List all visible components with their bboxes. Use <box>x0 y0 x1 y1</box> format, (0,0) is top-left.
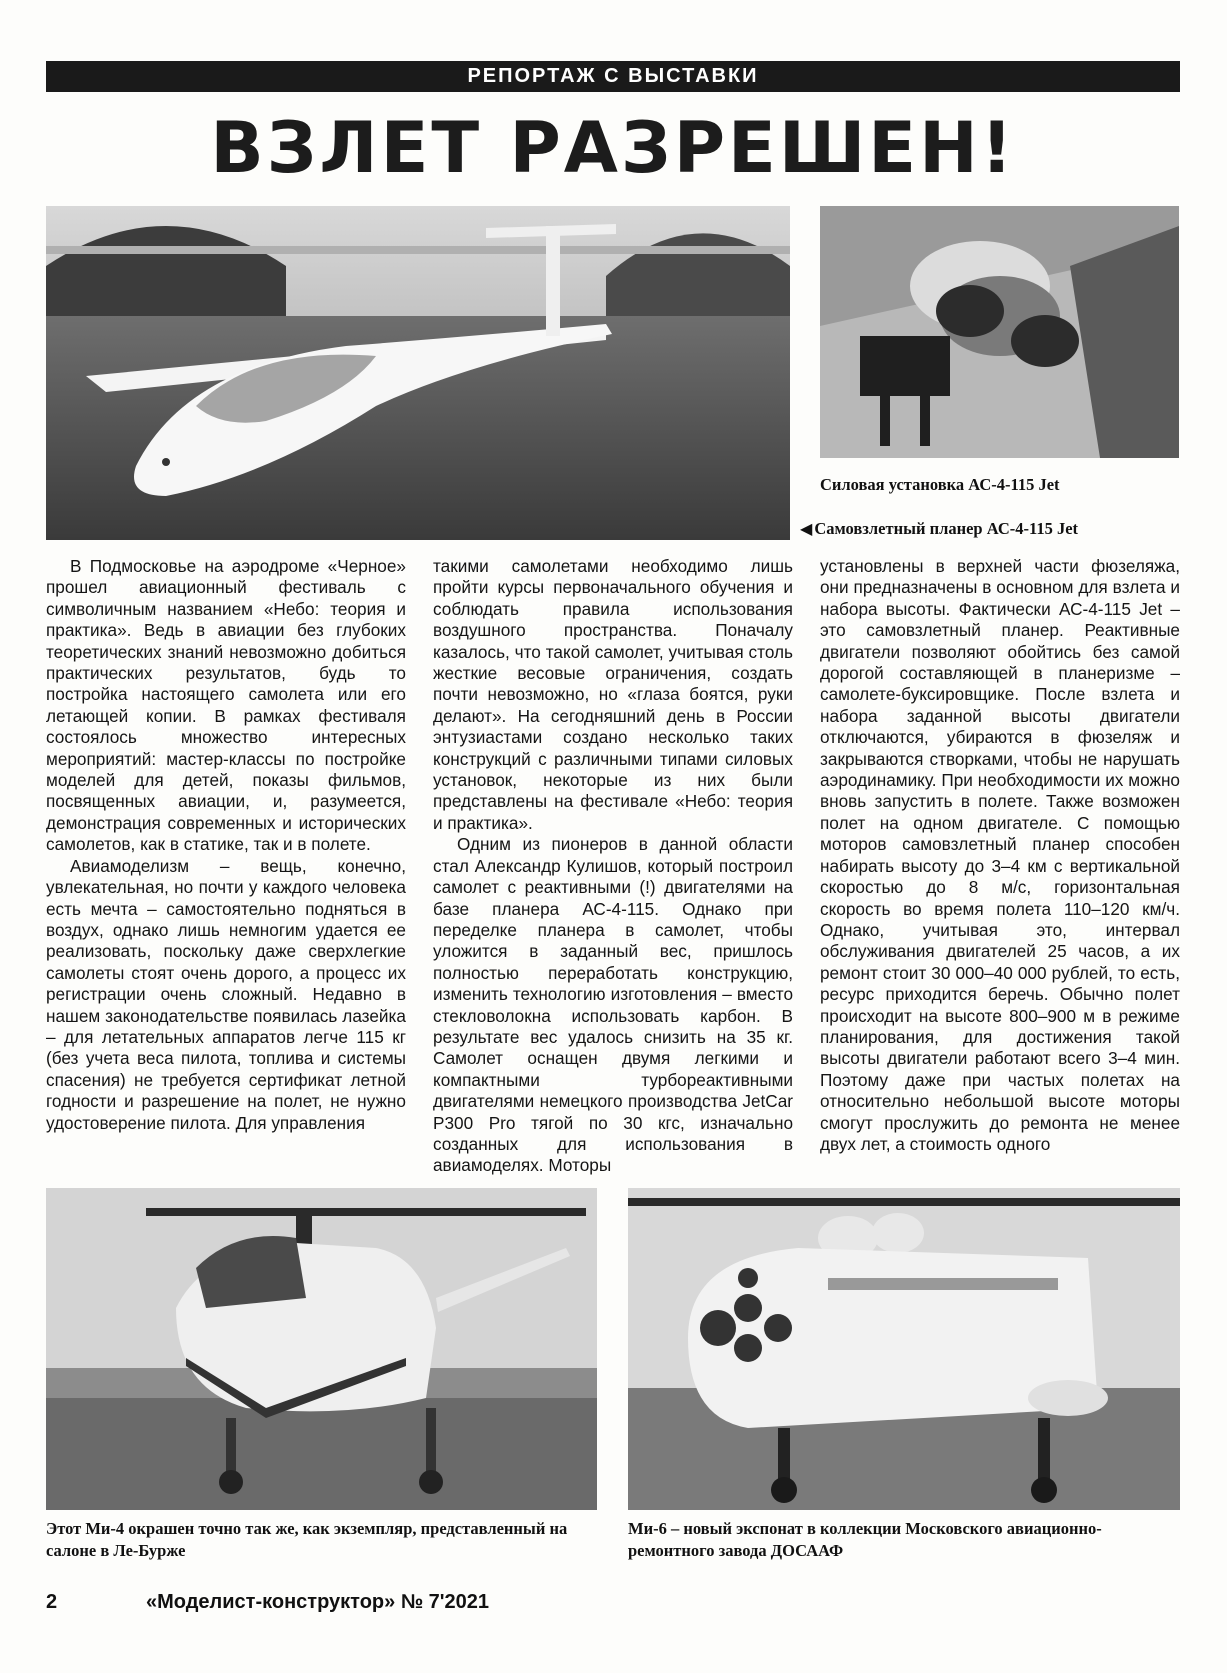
text-column-2 <box>433 556 793 1182</box>
section-banner: РЕПОРТАЖ С ВЫСТАВКИ <box>46 61 1180 92</box>
paragraph: Авиамоделизм – вещь, конечно, увлекательная, но почти у каждого человека есть мечта – самостоятельно подняться в воздух, однако лишь немногим удается ее реализовать, поскольку даже сверхлегкие самолеты стоят очень дорого, а процесс их регистрации очень сложный. Недавно в нашем законодательстве появилась лазейка – для летательных аппаратов легче 115 кг (без учета веса пилота, топлива и системы спасения) не требуется сертификат летной годности и разрешение на полет, не нужно удостоверение пилота. Для управления <box>46 855 406 1133</box>
paragraph: установлены в верхней части фюзеляжа, они предназначены в основном для взлета и набора высоты. Фактически АС-4-115 Jet – это самовзлетный планер. Реактивные двигатели позволяют обойтись без самой дорогой составляющей в планеризме – самолете-буксировщике. После взлета и набора заданной высоты двигатели отключаются, убираются в фюзеляж и закрываются створками, чтобы не нарушать аэродинамику. При необходимости их можно вновь запустить в полете. Также возможен полет на одном двигателе. С помощью моторов самовзлетный планер способен набирать высоту до 3–4 км с вертикальной скоростью до 8 м/с, горизонтальная скорость во время полета 110–120 км/ч. Однако, учитывая это, интервал обслуживания двигателей 25 часов, а их ремонт стоит 30 000–40 000 рублей, то есть, ресурс приходится беречь. Обычно полет происходит на высоте 800–900 м в режиме планирования, для достижения такой высоты двигатели работают всего 3–4 мин. Поэтому даже при частых полетах на относительно небольшой высоте моторы смогут прослужить до ремонта не менее двух лет, а стоимость одного <box>820 556 1180 1154</box>
glider-caption <box>800 518 1180 541</box>
paragraph: Одним из пионеров в данной области стал Александр Кулишов, который построил самолет с реактивными (!) двигателями на базе планера АС-4-115. Однако при переделке планера в самолет, чтобы уложится в заданный вес, пришлось полностью переработать конструкцию, изменить технологию изготовления – вместо стекловолокна использовать карбон. В результате вес удалось снизить на 35 кг. Самолет оснащен двумя легкими и компактными турбореактивными двигателями немецкого производства JetCar P300 Pro тягой по 30 кгс, изначально созданных для использования в авиамоделях. Моторы <box>433 834 793 1176</box>
mi4-caption: Этот Ми-4 окрашен точно так же, как экземпляр, представленный на салоне в Ле-Бурже <box>46 1519 568 1560</box>
engine-caption: Силовая установка АС-4-115 Jet <box>820 475 1060 494</box>
text-column-3 <box>820 556 1180 1182</box>
headline: ВЗЛЕТ РАЗРЕШЕН! <box>210 107 1016 189</box>
arrow-left-icon: ◀ <box>800 521 813 538</box>
paragraph: такими самолетами необходимо лишь пройти курсы первоначального обучения и соблюдать правила использования воздушного пространства. Поначалу казалось, что такой самолет, учитывая столь жесткие весовые ограничения, создать почти невозможно, но «глаза боятся, руки делают». На сегодняшний день в России энтузиастами создано несколько таких конструкций с различными типами силовых установок, некоторые из них были представлены на фестивале «Небо: теория и практика». <box>433 556 793 833</box>
mi6-caption: Ми-6 – новый экспонат в коллекции Московского авиационно-ремонтного завода ДОСААФ <box>628 1519 1102 1560</box>
text-column-1 <box>46 556 406 1182</box>
glider-photo <box>46 206 790 540</box>
engine-photo <box>820 206 1179 458</box>
glider-caption-text: Самовзлетный планер АС-4-115 Jet <box>814 519 1079 538</box>
page-number: 2 <box>46 1591 58 1613</box>
mi4-helicopter-photo <box>46 1188 597 1510</box>
footer <box>46 1591 489 1614</box>
paragraph: В Подмосковье на аэродроме «Черное» прошел авиационный фестиваль с символичным названием «Небо: теория и практика». Ведь в авиации без глубоких теоретических знаний невозможно добиться практических результатов, будь то постройка настоящего самолета или его летающей копии. В рамках фестиваля состоялось множество интересных мероприятий: мастер-классы по постройке моделей для детей, показы фильмов, посвященных авиации, и, разумеется, демонстрация современных и исторических самолетов, как в статике, так и в полете. <box>46 556 406 855</box>
magazine-title: «Моделист-конструктор» № 7'2021 <box>146 1591 490 1613</box>
mi6-helicopter-photo <box>628 1188 1180 1510</box>
